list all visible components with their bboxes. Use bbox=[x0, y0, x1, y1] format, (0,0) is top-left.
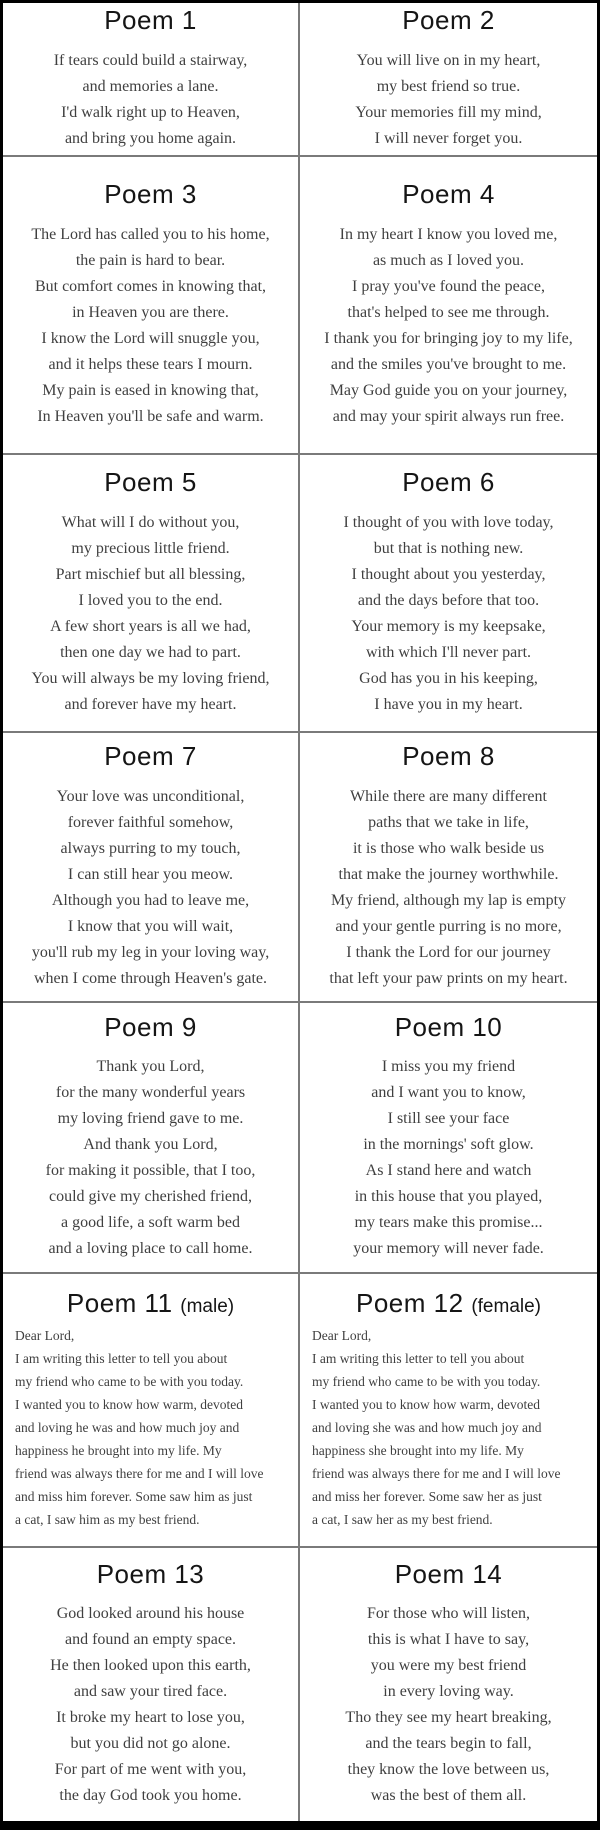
poem-line: friend was always there for me and I will love bbox=[15, 1466, 264, 1482]
poem-line: While there are many different bbox=[350, 787, 547, 805]
poem-line: I thought of you with love today, bbox=[343, 513, 554, 531]
poem-line: The Lord has called you to his home, bbox=[31, 225, 270, 243]
poem-title: Poem 11 (male) bbox=[66, 1287, 235, 1318]
poem-body bbox=[302, 1324, 595, 1531]
poem-line: in every loving way. bbox=[383, 1683, 514, 1701]
poem-line: but you did not go alone. bbox=[70, 1735, 231, 1753]
poem-cell-8 bbox=[300, 733, 597, 1003]
poem-cell-11 bbox=[3, 1274, 300, 1548]
poem-line: Your memories fill my mind, bbox=[355, 103, 542, 121]
poem-line: and loving he was and how much joy and bbox=[15, 1420, 240, 1436]
poem-line: the pain is hard to bear. bbox=[75, 251, 226, 269]
poem-line: God looked around his house bbox=[56, 1605, 245, 1623]
poem-line: Dear Lord, bbox=[312, 1328, 372, 1344]
poem-cell-1 bbox=[3, 3, 300, 157]
poem-line: Your love was unconditional, bbox=[56, 787, 245, 805]
poem-line: I'd walk right up to Heaven, bbox=[61, 103, 240, 121]
poem-body bbox=[302, 510, 595, 718]
poem-line: and it helps these tears I mourn. bbox=[48, 355, 253, 373]
poem-body bbox=[5, 1601, 296, 1809]
poem-line: I am writing this letter to tell you about bbox=[312, 1351, 525, 1367]
poem-line: friend was always there for me and I will love bbox=[312, 1466, 561, 1482]
poem-title-suffix: (male) bbox=[180, 1295, 235, 1317]
poem-line: you were my best friend bbox=[370, 1657, 527, 1675]
poem-line: and found an empty space. bbox=[64, 1631, 237, 1649]
poem-title: Poem 14 bbox=[394, 1558, 503, 1589]
poem-line: and forever have my heart. bbox=[64, 695, 237, 713]
poem-title: Poem 9 bbox=[104, 1011, 197, 1042]
poem-line: and miss him forever. Some saw him as just bbox=[15, 1489, 253, 1505]
poem-line: I thought about you yesterday, bbox=[351, 565, 546, 583]
poem-line: I am writing this letter to tell you about bbox=[15, 1351, 228, 1367]
poem-line: But comfort comes in knowing that, bbox=[34, 277, 267, 295]
poem-line: when I come through Heaven's gate. bbox=[33, 969, 268, 987]
poem-body bbox=[5, 510, 296, 718]
poem-line: and may your spirit always run free. bbox=[332, 407, 565, 425]
poem-line: A few short years is all we had, bbox=[50, 617, 251, 635]
poem-line: and I want you to know, bbox=[371, 1084, 526, 1102]
poem-cell-4 bbox=[300, 157, 597, 455]
poem-line: it is those who walk beside us bbox=[352, 839, 545, 857]
poem-line: in Heaven you are there. bbox=[72, 303, 229, 321]
poem-line: I loved you to the end. bbox=[78, 591, 223, 609]
poem-body bbox=[5, 784, 296, 992]
poem-line: could give my cherished friend, bbox=[48, 1188, 253, 1206]
poem-line: In my heart I know you loved me, bbox=[339, 225, 558, 243]
poem-line: I can still hear you meow. bbox=[67, 865, 234, 883]
poem-line: My pain is eased in knowing that, bbox=[42, 381, 259, 399]
poem-line: As I stand here and watch bbox=[365, 1162, 532, 1180]
poem-line: For part of me went with you, bbox=[54, 1761, 247, 1779]
poem-cell-7 bbox=[3, 733, 300, 1003]
poem-line: and miss her forever. Some saw her as just bbox=[312, 1489, 542, 1505]
poem-line: and a loving place to call home. bbox=[48, 1240, 253, 1258]
poem-line: It broke my heart to lose you, bbox=[56, 1709, 245, 1727]
poem-line: and loving she was and how much joy and bbox=[312, 1420, 542, 1436]
poem-body bbox=[302, 1601, 595, 1809]
poem-body bbox=[302, 222, 595, 430]
poem-line: Your memory is my keepsake, bbox=[351, 617, 546, 635]
poem-title: Poem 5 bbox=[104, 467, 197, 498]
poem-line: a good life, a soft warm bed bbox=[60, 1214, 241, 1232]
poem-title: Poem 1 bbox=[104, 5, 197, 36]
poem-line: I pray you've found the peace, bbox=[351, 277, 546, 295]
poem-line: they know the love between us, bbox=[347, 1761, 550, 1779]
poem-line: your memory will never fade. bbox=[353, 1240, 544, 1258]
poem-title: Poem 6 bbox=[402, 467, 495, 498]
poem-body bbox=[302, 48, 595, 152]
poem-line: and saw your tired face. bbox=[73, 1683, 228, 1701]
poem-cell-13 bbox=[3, 1548, 300, 1821]
poem-cell-10 bbox=[300, 1003, 597, 1274]
poem-line: I thank the Lord for our journey bbox=[346, 943, 551, 961]
poem-line: In Heaven you'll be safe and warm. bbox=[37, 407, 264, 425]
poem-line: I will never forget you. bbox=[374, 129, 523, 147]
poem-line: Thank you Lord, bbox=[96, 1058, 205, 1076]
poem-line: paths that we take in life, bbox=[368, 813, 529, 831]
poem-line: that left your paw prints on my heart. bbox=[329, 969, 568, 987]
poem-cell-9 bbox=[3, 1003, 300, 1274]
poem-body bbox=[5, 1324, 296, 1531]
poem-line: and the smiles you've brought to me. bbox=[330, 355, 567, 373]
poem-line: Although you had to leave me, bbox=[51, 891, 250, 909]
poem-line: And thank you Lord, bbox=[83, 1136, 218, 1154]
poem-line: Dear Lord, bbox=[15, 1328, 75, 1344]
poem-line: and your gentle purring is no more, bbox=[335, 917, 562, 935]
poem-line: My friend, although my lap is empty bbox=[330, 891, 567, 909]
poem-line: then one day we had to part. bbox=[60, 643, 241, 661]
poem-line: I know the Lord will snuggle you, bbox=[41, 329, 260, 347]
poem-line: I thank you for bringing joy to my life, bbox=[324, 329, 573, 347]
poem-line: If tears could build a stairway, bbox=[53, 51, 248, 69]
poem-title: Poem 3 bbox=[104, 179, 197, 210]
poem-line: I wanted you to know how warm, devoted bbox=[15, 1397, 243, 1413]
poem-line: I wanted you to know how warm, devoted bbox=[312, 1397, 540, 1413]
poem-line: and bring you home again. bbox=[64, 129, 237, 147]
poem-line: happiness she brought into my life. My bbox=[312, 1443, 524, 1459]
poem-line: God has you in his keeping, bbox=[359, 669, 538, 687]
poem-line: What will I do without you, bbox=[61, 513, 240, 531]
poem-line: my friend who came to be with you today. bbox=[15, 1374, 244, 1390]
poem-line: I know that you will wait, bbox=[67, 917, 234, 935]
poem-line: always purring to my touch, bbox=[60, 839, 241, 857]
poem-line: as much as I loved you. bbox=[372, 251, 525, 269]
poem-line: in the mornings' soft glow. bbox=[363, 1136, 534, 1154]
poem-line: You will always be my loving friend, bbox=[31, 669, 270, 687]
poem-title: Poem 2 bbox=[402, 5, 495, 36]
poem-body bbox=[302, 784, 595, 992]
poem-line: Tho they see my heart breaking, bbox=[345, 1709, 552, 1727]
poem-line: that's helped to see me through. bbox=[347, 303, 550, 321]
poem-body bbox=[5, 222, 296, 430]
poem-line: this is what I have to say, bbox=[367, 1631, 530, 1649]
poem-line: but that is nothing new. bbox=[373, 539, 524, 557]
poem-line: and the tears begin to fall, bbox=[365, 1735, 532, 1753]
poem-cell-12 bbox=[300, 1274, 597, 1548]
poem-line: a cat, I saw her as my best friend. bbox=[312, 1512, 493, 1528]
poem-line: Part mischief but all blessing, bbox=[55, 565, 246, 583]
poem-line: for the many wonderful years bbox=[55, 1084, 246, 1102]
poem-line: I have you in my heart. bbox=[374, 695, 523, 713]
poem-line: You will live on in my heart, bbox=[356, 51, 541, 69]
poem-line: I still see your face bbox=[387, 1110, 510, 1128]
poem-title-suffix: (female) bbox=[471, 1295, 541, 1317]
poem-body bbox=[5, 1054, 296, 1262]
poem-cell-6 bbox=[300, 455, 597, 733]
poem-line: my loving friend gave to me. bbox=[57, 1110, 244, 1128]
poem-line: my best friend so true. bbox=[376, 77, 521, 95]
poem-line: my friend who came to be with you today. bbox=[312, 1374, 541, 1390]
poem-line: was the best of them all. bbox=[370, 1787, 527, 1805]
poem-line: you'll rub my leg in your loving way, bbox=[31, 943, 270, 961]
poem-title: Poem 4 bbox=[402, 179, 495, 210]
poem-cell-14 bbox=[300, 1548, 597, 1821]
poem-cell-3 bbox=[3, 157, 300, 455]
poem-line: a cat, I saw him as my best friend. bbox=[15, 1512, 200, 1528]
poem-title: Poem 7 bbox=[104, 741, 197, 772]
poem-body bbox=[5, 48, 296, 152]
poem-line: forever faithful somehow, bbox=[67, 813, 234, 831]
poem-title: Poem 10 bbox=[394, 1011, 503, 1042]
poem-line: For those who will listen, bbox=[366, 1605, 531, 1623]
poem-line: May God guide you on your journey, bbox=[329, 381, 568, 399]
poem-line: with which I'll never part. bbox=[365, 643, 532, 661]
poem-body bbox=[302, 1054, 595, 1262]
poem-line: in this house that you played, bbox=[354, 1188, 543, 1206]
poem-line: I miss you my friend bbox=[381, 1058, 516, 1076]
poem-title: Poem 12 (female) bbox=[356, 1287, 541, 1318]
poem-line: that make the journey worthwhile. bbox=[338, 865, 559, 883]
poem-title: Poem 13 bbox=[96, 1558, 205, 1589]
poem-line: my tears make this promise... bbox=[354, 1214, 543, 1232]
poem-line: the day God took you home. bbox=[59, 1787, 242, 1805]
poem-cell-5 bbox=[3, 455, 300, 733]
poem-line: for making it possible, that I too, bbox=[45, 1162, 256, 1180]
poem-cell-2 bbox=[300, 3, 597, 157]
poem-line: happiness he brought into my life. My bbox=[15, 1443, 222, 1459]
poem-line: and memories a lane. bbox=[82, 77, 219, 95]
poem-title: Poem 8 bbox=[402, 741, 495, 772]
poem-line: and the days before that too. bbox=[357, 591, 540, 609]
poem-line: my precious little friend. bbox=[71, 539, 230, 557]
poem-line: He then looked upon this earth, bbox=[50, 1657, 251, 1675]
